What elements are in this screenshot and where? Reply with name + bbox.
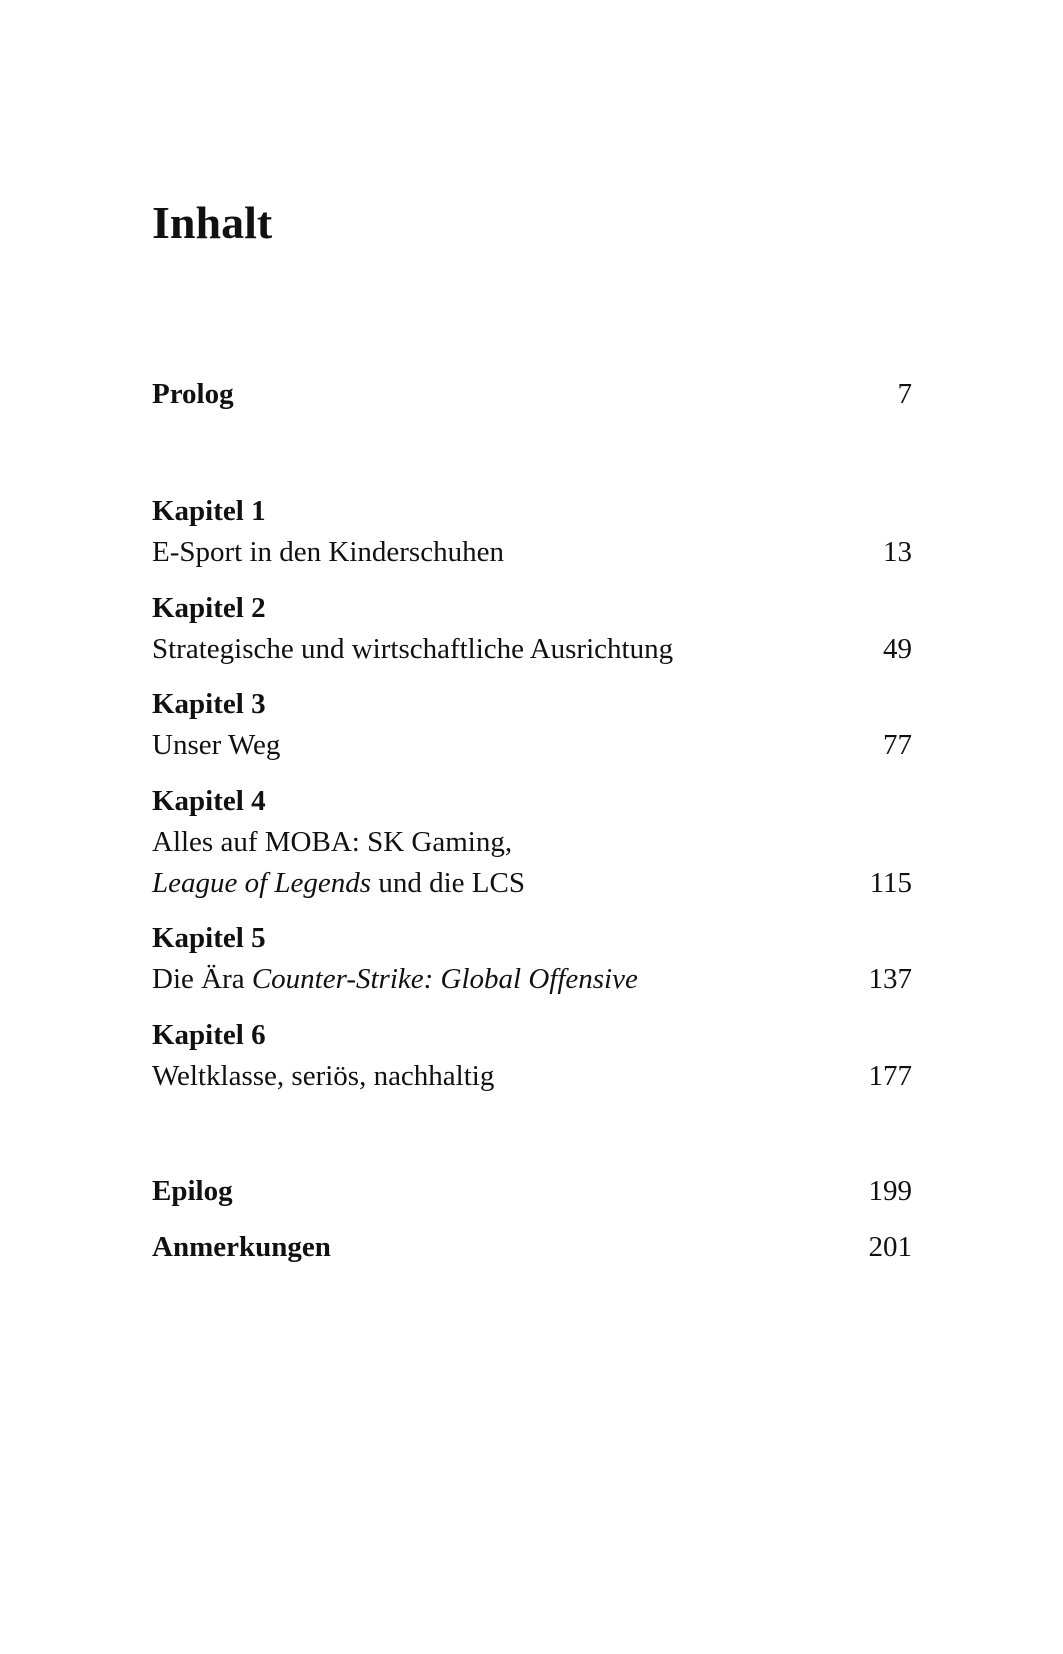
chapter-heading-label: Kapitel 1 bbox=[152, 495, 266, 527]
chapter-title-prefix: Die Ära bbox=[152, 963, 252, 995]
chapter-heading-label: Kapitel 2 bbox=[152, 592, 266, 624]
toc-page-number: 137 bbox=[868, 963, 912, 995]
toc-entry-chapter-4[interactable] bbox=[152, 869, 912, 898]
chapter-heading-label: Kapitel 5 bbox=[152, 922, 266, 954]
chapter-heading bbox=[152, 497, 912, 526]
chapter-title-italic: League of Legends bbox=[152, 867, 372, 899]
toc-entry-prolog[interactable] bbox=[152, 380, 912, 409]
chapter-heading bbox=[152, 924, 912, 953]
toc-page-number: 77 bbox=[883, 729, 912, 761]
chapter-title-rest: und die LCS bbox=[371, 867, 525, 899]
chapter-title: Unser Weg bbox=[152, 729, 281, 761]
chapter-heading bbox=[152, 1021, 912, 1050]
chapter-title: E-Sport in den Kinderschuhen bbox=[152, 536, 504, 568]
toc-entry-chapter-2[interactable] bbox=[152, 635, 912, 664]
toc-page-number: 177 bbox=[868, 1060, 912, 1092]
toc-page-number: 7 bbox=[897, 378, 912, 410]
chapter-heading-label: Kapitel 6 bbox=[152, 1019, 266, 1051]
toc-page-number: 199 bbox=[868, 1175, 912, 1207]
chapter-title bbox=[152, 869, 525, 898]
chapter-heading-label: Kapitel 3 bbox=[152, 688, 266, 720]
toc-entry-label: Epilog bbox=[152, 1175, 233, 1207]
toc-entry-label: Anmerkungen bbox=[152, 1231, 331, 1263]
toc-entry-chapter-3[interactable] bbox=[152, 731, 912, 760]
toc-page-number: 13 bbox=[883, 536, 912, 568]
toc-page-number: 115 bbox=[869, 867, 912, 899]
chapter-title: Alles auf MOBA: SK Gaming, bbox=[152, 826, 513, 858]
toc-page-number: 201 bbox=[868, 1231, 912, 1263]
page-title: Inhalt bbox=[152, 197, 273, 248]
chapter-title-italic: Counter-Strike: Global Offensive bbox=[251, 963, 638, 995]
chapter-title: Weltklasse, seriös, nachhaltig bbox=[152, 1060, 495, 1092]
toc-entry-chapter-5[interactable] bbox=[152, 965, 912, 994]
chapter-heading bbox=[152, 787, 912, 816]
toc-entry-notes[interactable] bbox=[152, 1233, 912, 1262]
chapter-heading bbox=[152, 690, 912, 719]
chapter-heading bbox=[152, 594, 912, 623]
toc-entry-chapter-1[interactable] bbox=[152, 538, 912, 567]
toc-entry-chapter-6[interactable] bbox=[152, 1062, 912, 1091]
chapter-title bbox=[152, 965, 638, 994]
chapter-heading-label: Kapitel 4 bbox=[152, 785, 266, 817]
toc-page-number: 49 bbox=[883, 633, 912, 665]
toc-entry-epilog[interactable] bbox=[152, 1177, 912, 1206]
chapter-title: Strategische und wirtschaftliche Ausrichtung bbox=[152, 633, 674, 665]
toc-entry-label: Prolog bbox=[152, 378, 234, 410]
chapter-title-line bbox=[152, 828, 912, 857]
